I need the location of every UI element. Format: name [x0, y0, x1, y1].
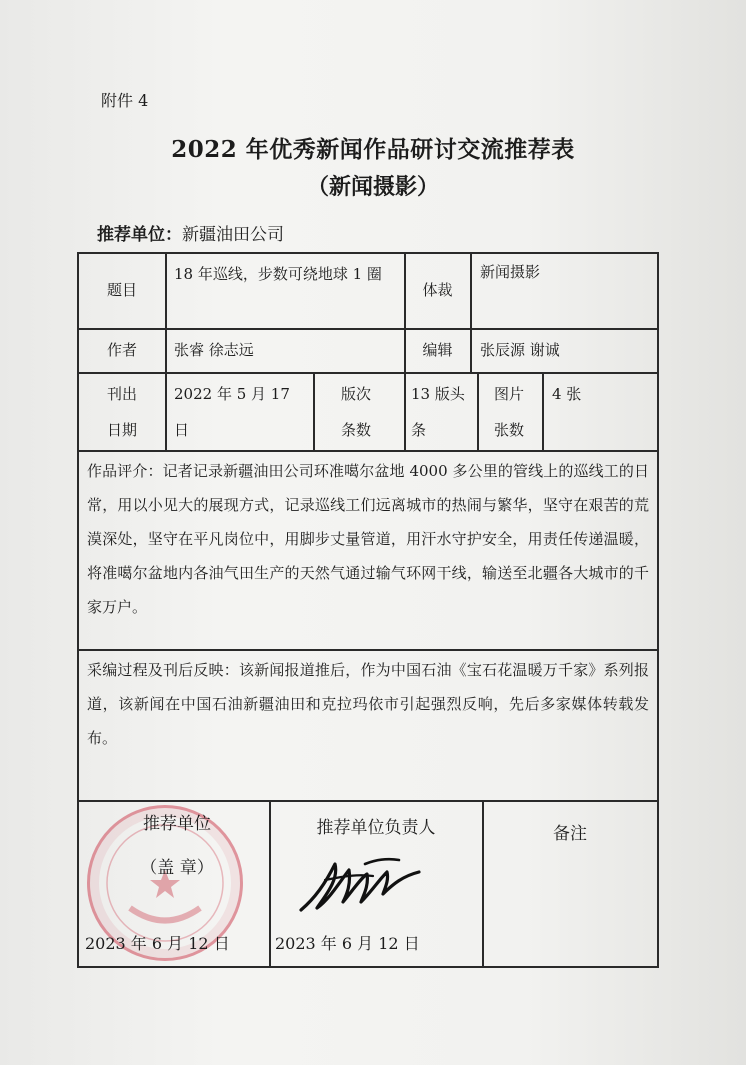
- process-paragraph: [87, 653, 649, 755]
- table-rule: [477, 372, 479, 450]
- unit-sign-date: 2023 年 6 月 12 日: [85, 934, 230, 953]
- edition-label: 版次条数: [340, 385, 371, 439]
- recommending-unit-value: 新疆油田公司: [182, 225, 284, 245]
- table-rule: [77, 800, 659, 802]
- stamp-label: （盖 章）: [140, 858, 214, 878]
- note-label: 备注: [553, 824, 587, 844]
- editor-label: 编辑: [422, 341, 453, 359]
- review-paragraph: [87, 454, 649, 624]
- photo-count-value: 4 张: [552, 385, 582, 403]
- process-text: 该新闻报道推后，作为中国石油《宝石花温暖万千家》系列报道，该新闻在中国石油新疆油田和克拉玛依市引起强烈反响，先后多家媒体转载发布。: [87, 661, 649, 747]
- genre-label: 体裁: [422, 281, 453, 299]
- document-title: 2022 年优秀新闻作品研讨交流推荐表: [171, 136, 575, 163]
- author-value: 张睿 徐志远: [174, 341, 254, 359]
- recommending-unit-label: 推荐单位：: [97, 225, 182, 245]
- table-rule: [165, 252, 167, 450]
- table-border-bottom: [77, 966, 659, 968]
- review-text: 记者记录新疆油田公司环准噶尔盆地 4000 多公里的管线上的巡线工的日常，用以小见大的展现方式，记录巡线工们远离城市的热闹与繁华，坚守在艰苦的荒漠深处，坚守在平凡岗位中，用脚步丈量管道，用汗水守护安全，用责任传递温暖，将准噶尔盆地内各油气田生产的天然气通过输气环网干线，输送至北疆各大城市的千家万户。: [87, 462, 649, 616]
- editor-value: 张辰源 谢诚: [480, 341, 560, 359]
- table-rule: [269, 800, 271, 968]
- process-label: 采编过程及刊后反映：: [87, 661, 239, 679]
- table-rule: [542, 372, 544, 450]
- table-rule: [77, 649, 659, 651]
- recommending-unit-row: [97, 220, 284, 245]
- edition-value: 13 版头条: [411, 385, 465, 439]
- attachment-label: 附件 4: [101, 91, 149, 110]
- topic-label: 题目: [106, 281, 137, 299]
- responsible-person-sign-date: 2023 年 6 月 12 日: [275, 934, 420, 953]
- table-rule: [77, 450, 659, 452]
- date-label: 刊出日期: [106, 385, 137, 439]
- table-rule: [313, 372, 315, 450]
- responsible-person-label: 推荐单位负责人: [316, 818, 436, 838]
- recommendation-form-table: [77, 252, 659, 968]
- review-label: 作品评介：: [87, 462, 163, 480]
- handwritten-signature: [295, 850, 425, 922]
- document-subtitle: （新闻摄影）: [306, 174, 439, 200]
- photo-count-label: 图片张数: [493, 385, 524, 439]
- topic-value: 18 年巡线，步数可绕地球 1 圈: [174, 265, 382, 283]
- recommending-unit-sign-label: 推荐单位: [143, 814, 211, 834]
- table-rule: [470, 252, 472, 372]
- date-value: 2022 年 5 月 17 日: [174, 385, 290, 439]
- genre-value: 新闻摄影: [480, 263, 541, 281]
- author-label: 作者: [106, 341, 137, 359]
- table-border-right: [657, 252, 659, 968]
